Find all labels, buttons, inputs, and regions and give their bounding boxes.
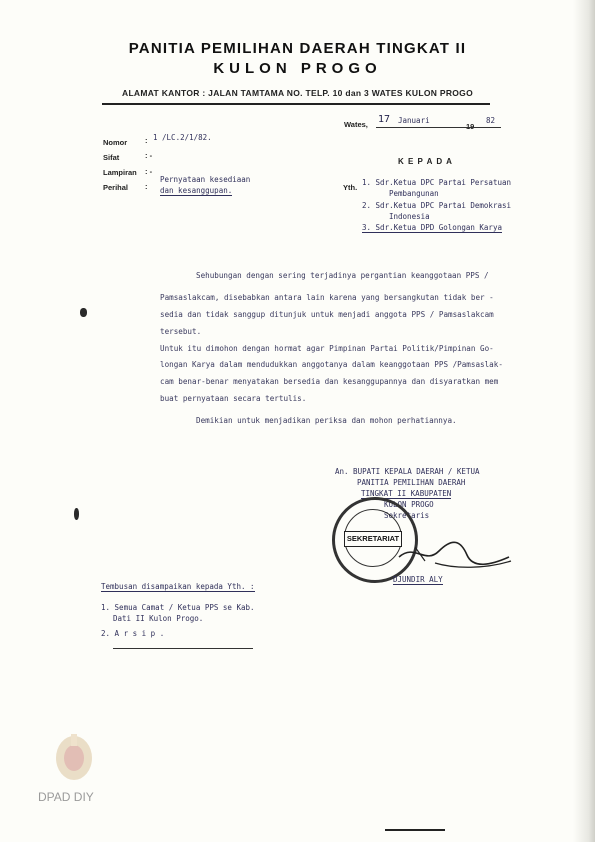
nomor-label: Nomor [103, 138, 128, 147]
date-day: 17 [378, 114, 391, 125]
punch-hole [74, 508, 79, 520]
body-line: tersebut. [160, 327, 202, 336]
sifat-sep: : - [145, 151, 153, 160]
letterhead-subtitle: KULON PROGO [213, 60, 382, 77]
tembusan-heading: Tembusan disampaikan kepada Yth. : [101, 582, 255, 591]
body-line: buat pernyataan secara tertulis. [160, 394, 307, 403]
body-line: Demikian untuk menjadikan periksa dan mohon perhatiannya. [196, 416, 457, 425]
recipient-3-line1: 3. Sdr.Ketua DPD Golongan Karya [362, 223, 502, 232]
paper-edge-shadow [573, 0, 595, 842]
body-line: cam benar-benar menyatakan bersedia dan kesanggupannya dan disyaratkan mem [160, 377, 499, 386]
date-underline [376, 127, 501, 128]
recipient-1-line2: Pembangunan [389, 189, 439, 198]
perihal-sep: : [145, 182, 148, 191]
tembusan-divider [113, 648, 253, 649]
perihal-label: Perihal [103, 183, 129, 192]
date-month: Januari [398, 116, 430, 125]
letterhead-title: PANITIA PEMILIHAN DAERAH TINGKAT II [128, 40, 467, 57]
body-line: Untuk itu dimohon dengan hormat agar Pimpinan Partai Politik/Pimpinan Go- [160, 344, 494, 353]
yth-label: Yth. [343, 183, 358, 192]
date-year: 82 [486, 116, 496, 125]
recipient-1-line1: 1. Sdr.Ketua DPC Partai Persatuan [362, 178, 512, 187]
lampiran-sep: : - [145, 167, 153, 176]
punch-hole [80, 308, 87, 317]
signature-line3: TINGKAT II KABUPATEN [361, 489, 452, 498]
signature-line5: Sekretaris [384, 511, 430, 520]
signature-line4: KULON PROGO [384, 500, 434, 509]
body-line: sedia dan tidak sanggup ditunjuk untuk menjadi anggota PPS / Pamsaslakcam [160, 310, 494, 319]
recipient-2-line1: 2. Sdr.Ketua DPC Partai Demokrasi [362, 201, 512, 210]
date-year-prefix: 19 [466, 122, 475, 131]
perihal-line2: dan kesanggupan. [160, 186, 233, 195]
body-line: Pamsaslakcam, disebabkan antara lain karena yang bersangkutan tidak ber - [160, 293, 494, 302]
tembusan-item1-line1: 1. Semua Camat / Ketua PPS se Kab. [101, 603, 255, 612]
nomor-value: 1 /LC.2/1/82. [153, 133, 212, 142]
nomor-sep: : [145, 136, 148, 145]
signature-line1: An. BUPATI KEPALA DAERAH / KETUA [335, 467, 480, 476]
tembusan-item2: 2. A r s i p . [101, 629, 165, 638]
body-line: Sehubungan dengan sering terjadinya pergantian keanggotaan PPS / [196, 271, 489, 280]
body-line: longan Karya dalam mendudukkan anggotanya dalam keanggotaan PPS /Pamsaslak- [160, 360, 503, 369]
sifat-label: Sifat [103, 153, 120, 162]
seal-label: SEKRETARIAT [344, 531, 402, 547]
bottom-mark [385, 829, 445, 831]
archive-emblem-icon [52, 730, 96, 784]
letterhead-divider [102, 103, 490, 105]
recipient-2-line2: Indonesia [389, 212, 430, 221]
handwritten-signature [395, 535, 515, 571]
tembusan-item1-line2: Dati II Kulon Progo. [113, 614, 204, 623]
perihal-line1: Pernyataan kesediaan [160, 175, 251, 184]
watermark-text: DPAD DIY [38, 790, 94, 804]
kepada-heading: K E P A D A [398, 157, 453, 166]
date-place: Wates, [344, 120, 368, 129]
signature-line2: PANITIA PEMILIHAN DAERAH [357, 478, 466, 487]
letterhead-address: ALAMAT KANTOR : JALAN TAMTAMA NO. TELP. 10 dan 3 WATES KULON PROGO [122, 88, 473, 98]
signatory-name: DJUNDIR ALY [393, 575, 443, 584]
lampiran-label: Lampiran [103, 168, 137, 177]
